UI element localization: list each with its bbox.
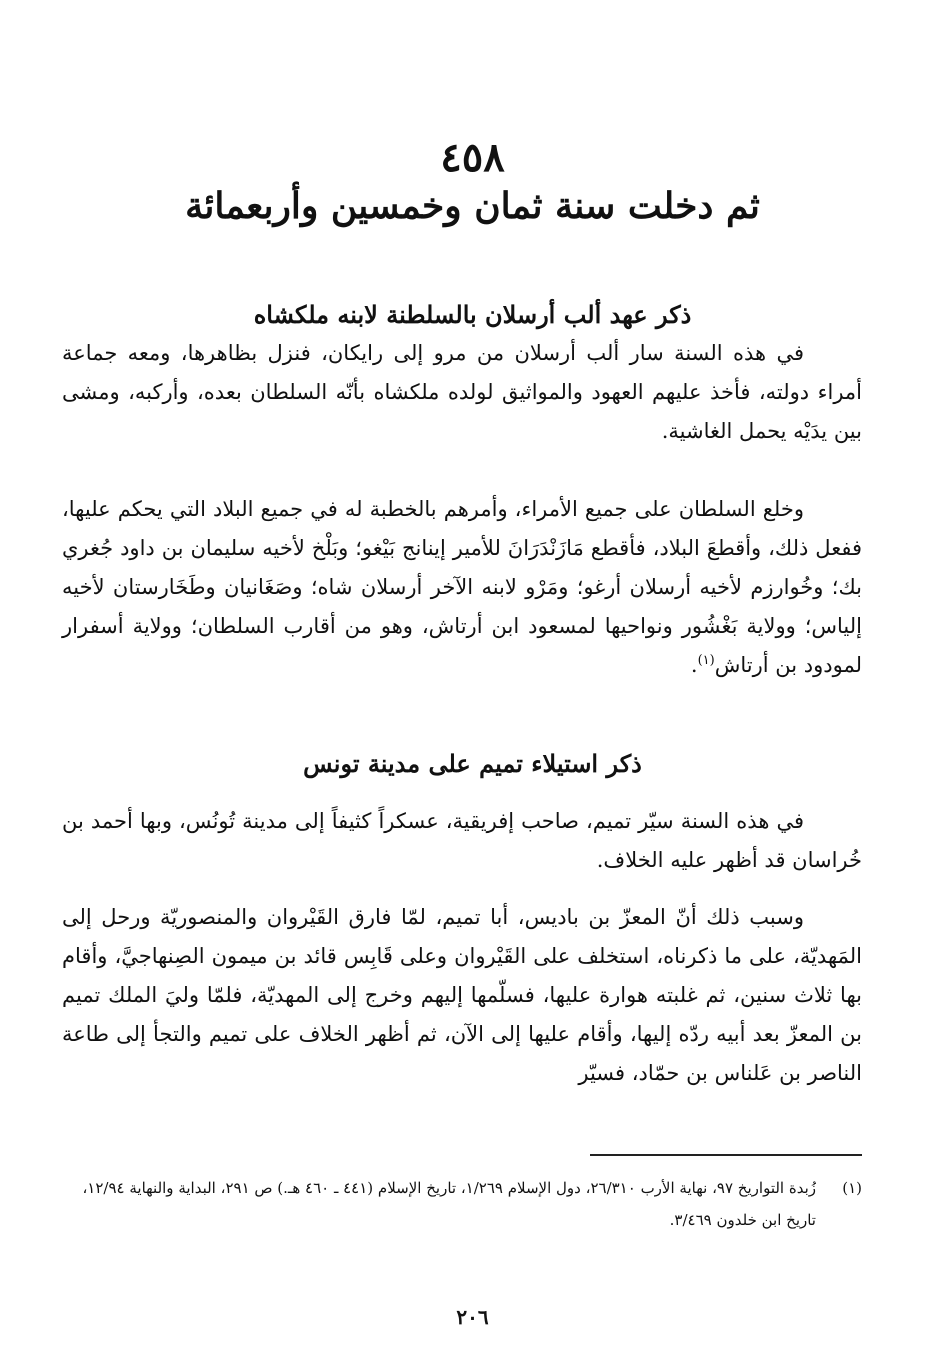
section-heading-tamim-tunis: ذكر استيلاء تميم على مدينة تونس: [303, 749, 642, 778]
paragraph: في هذه السنة سار ألب أرسلان من مرو إلى رايكان، فنزل بظاهرها، ومعه جماعة أمراء دولته، فأخذ عليهم العهود والمواثيق لولده ملكشاه بأنّه السلطان بعده، وأركبه، ومشى بين يدَيْه يحمل الغاشية.: [62, 341, 862, 443]
paragraph: وخلع السلطان على جميع الأمراء، وأمرهم بالخطبة له في جميع البلاد التي يحكم عليها، ففعل ذلك، وأقطعَ البلاد، فأقطع مَازَنْدَرَانَ للأمير إينانج بَيْغو؛ وبَلْخ لأخيه سليمان بن داود جُغري بك؛ وخُوارزم لأخيه أرسلان أرغو؛ ومَرْو لابنه الآخر أرسلان شاه؛ وصَغَانيان وطَخَارستان لأخيه إلياس؛ وولاية بَغْشُور ونواحيها لمسعود ابن أرتاش، وهو من أقارب السلطان؛ وولاية أسفرار لمودود بن أرتاش$^{(١)}$.: [62, 497, 862, 677]
footnote-marker: (١): [842, 1179, 862, 1197]
page-number: ٢٠٦: [456, 1305, 489, 1329]
footnote-reference: (١): [697, 653, 715, 668]
section-heading-ulp-arslan: ذكر عهد ألب أرسلان بالسلطنة لابنه ملكشاه: [253, 300, 692, 329]
paragraph: وسبب ذلك أنّ المعزّ بن باديس، أبا تميم، لمّا فارق القَيْروان والمنصوريّة ورحل إلى المَهديّة، على ما ذكرناه، استخلف على القَيْروان وعلى قَابِس قائد بن ميمون الصِنهاجيَّ، وأقام بها ثلاث سنين، ثم غلبته هوارة عليها، فسلّمها إليهم وخرج إلى المهديّة، فلمّا وليَ الملك تميم بن المعزّ بعد أبيه ردّه إليها، وأقام عليها إلى الآن، ثم أظهر الخلاف على تميم والتجأ إلى طاعة الناصر بن عَلناس بن حمّاد، فسيّر: [62, 905, 862, 1085]
year-title: ثم دخلت سنة ثمان وخمسين وأربعمائة: [185, 185, 760, 227]
footnote-divider: [590, 1154, 862, 1156]
paragraph-text: وخلع السلطان على جميع الأمراء، وأمرهم بالخطبة له في جميع البلاد التي يحكم عليها، ففعل ذلك، وأقطعَ البلاد، فأقطع مَازَنْدَرَانَ للأمير إينانج بَيْغو؛ وبَلْخ لأخيه سليمان بن داود جُغري بك؛ وخُوارزم لأخيه أرسلان أرغو؛ ومَرْو لابنه الآخر أرسلان شاه؛ وصَغَانيان وطَخَارستان لأخيه إلياس؛ وولاية بَغْشُور ونواحيها لمسعود ابن أرتاش، وهو من أقارب السلطان؛ وولاية أسفرار لمودود بن أرتاش: [62, 497, 862, 677]
paragraph: في هذه السنة سيّر تميم، صاحب إفريقية، عسكراً كثيفاً إلى مدينة تُونُس، وبها أحمد بن خُراسان قد أظهر عليه الخلاف.: [62, 809, 862, 872]
footnote-text: زُبدة التواريخ ٩٧، نهاية الأرب ٢٦/٣١٠، دول الإسلام ١/٢٦٩، تاريخ الإسلام (٤٤١ ـ ٤٦٠ هـ.) ص ٢٩١، البداية والنهاية ١٢/٩٤، تاريخ ابن خلدون ٣/٤٦٩.: [82, 1179, 816, 1229]
year-number: ٤٥٨: [440, 134, 505, 181]
footnote: [62, 1172, 862, 1236]
